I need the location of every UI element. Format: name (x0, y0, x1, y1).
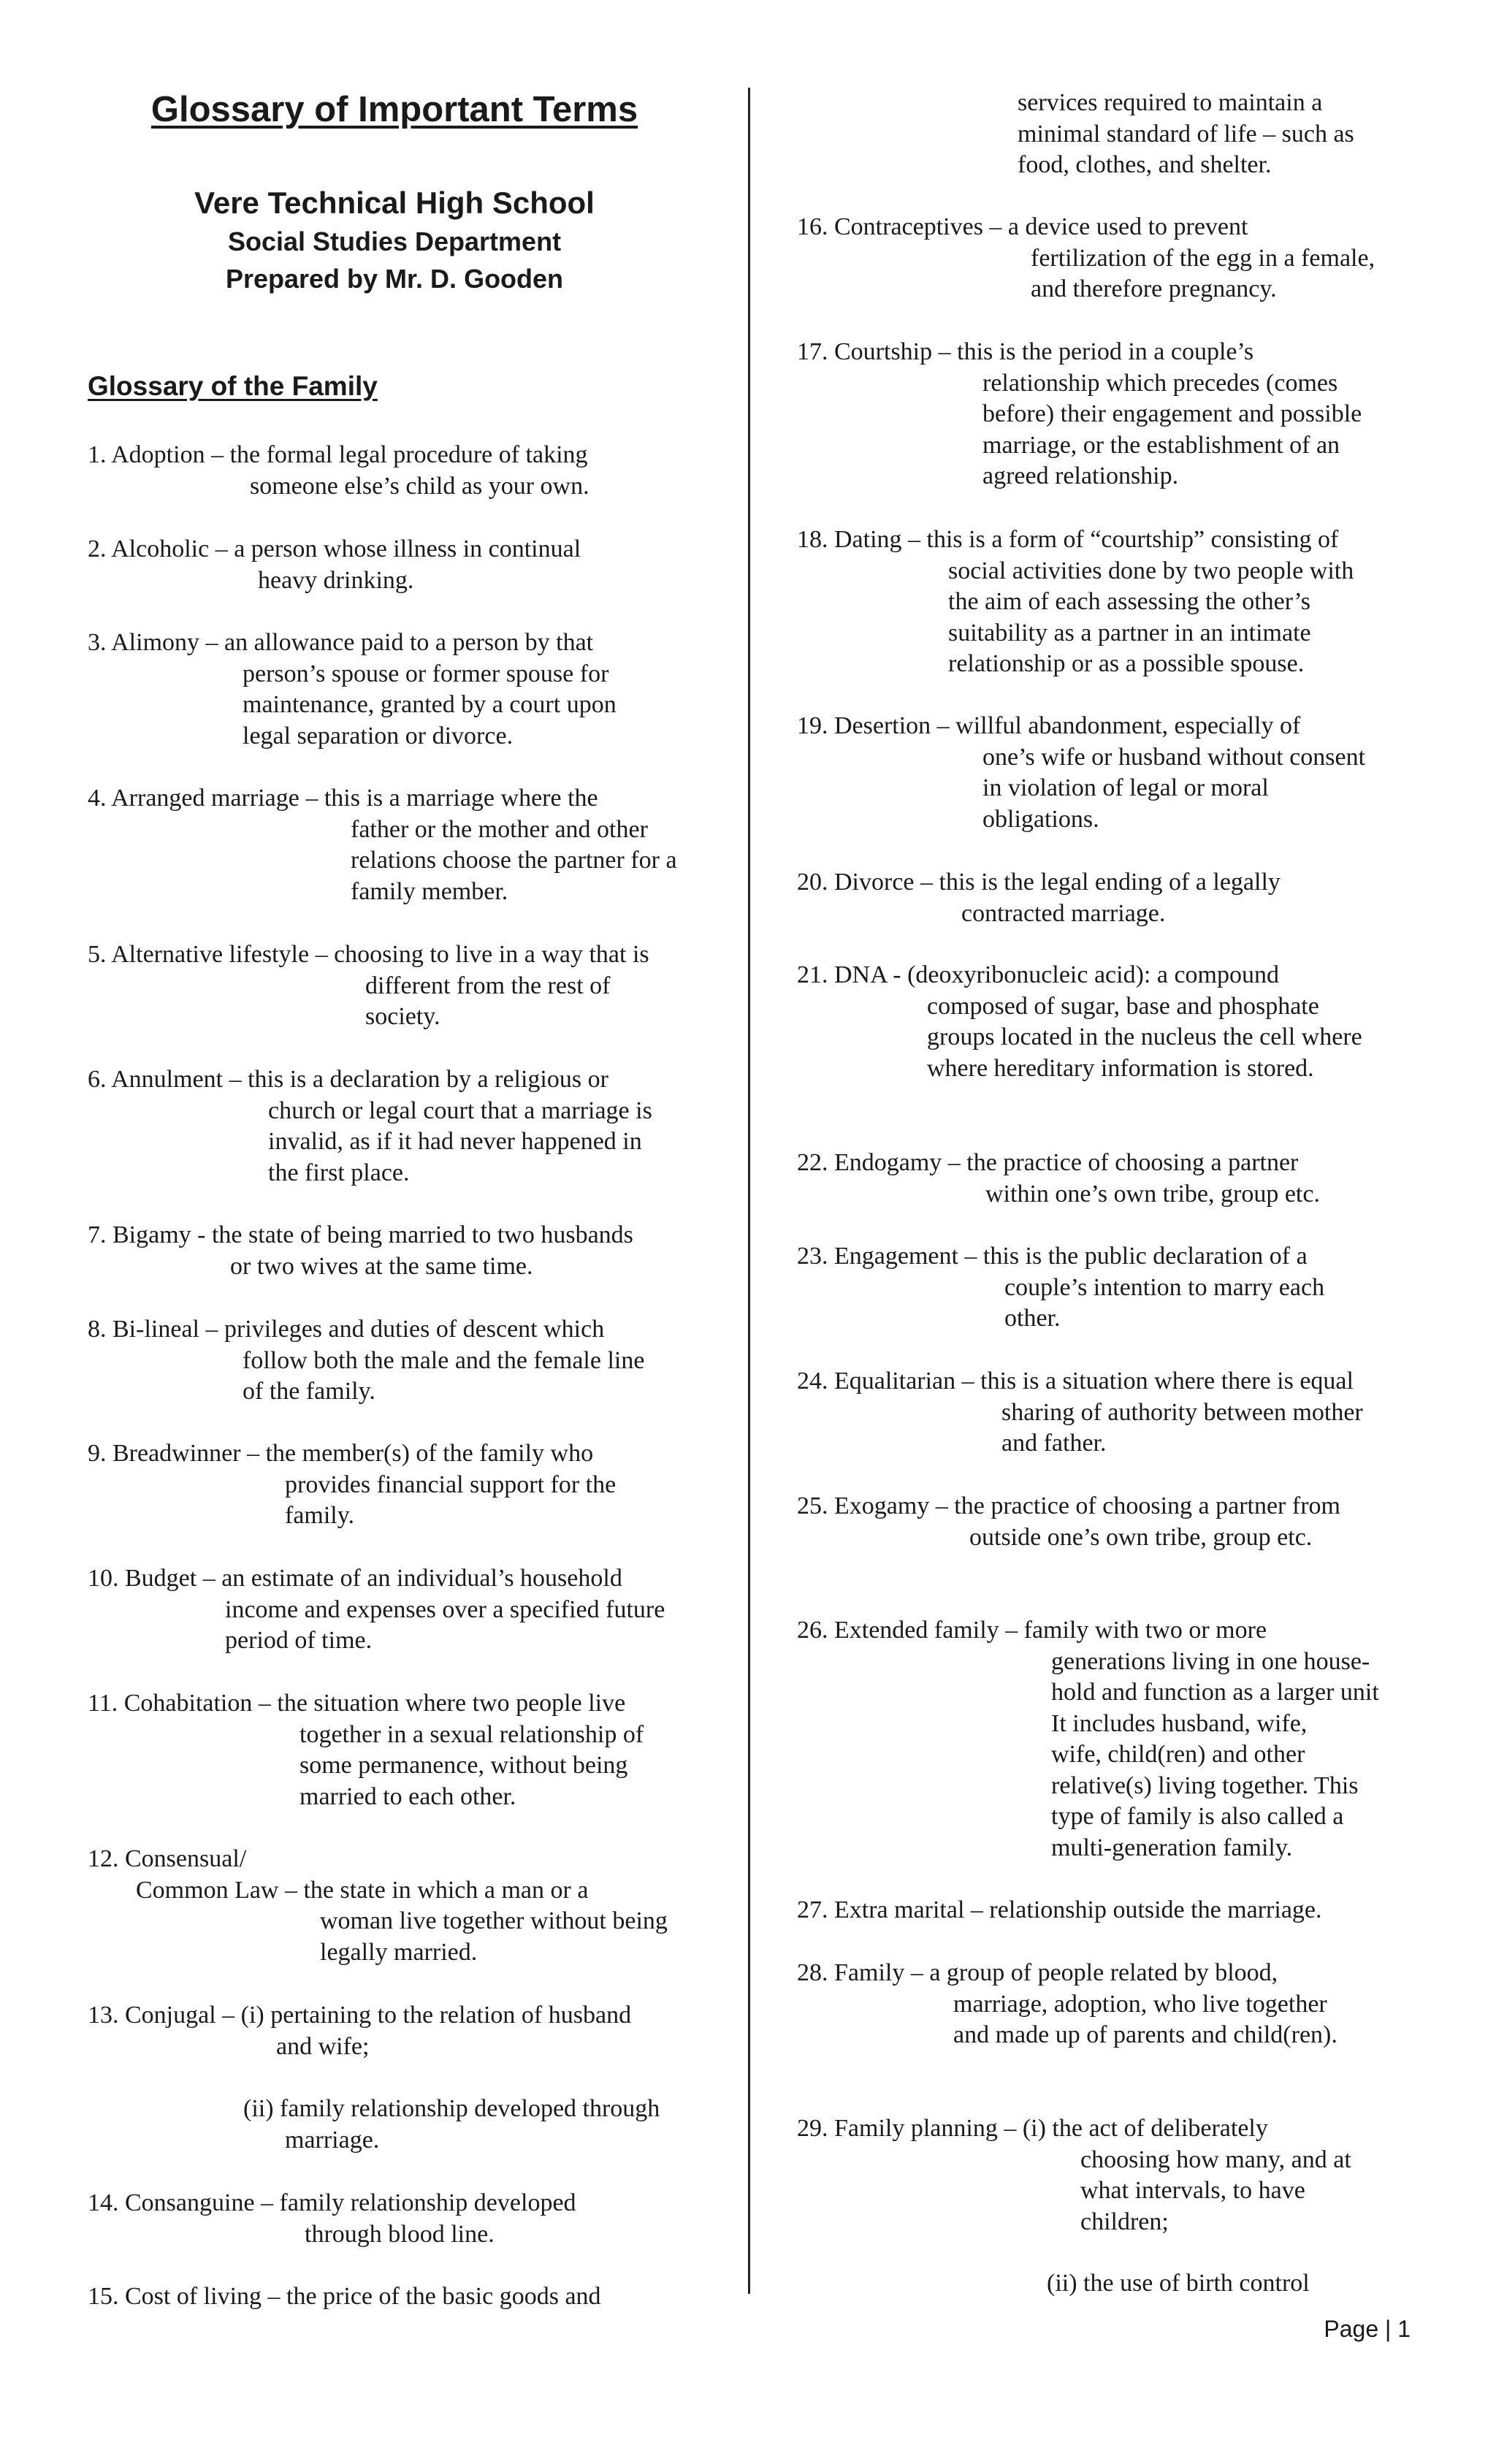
entry-line: 9. Breadwinner – the member(s) of the family who (88, 1440, 594, 1467)
entry-line: in violation of legal or moral (982, 774, 1269, 801)
entry-line: 28. Family – a group of people related by blood, (797, 1959, 1278, 1986)
entry-line: of the family. (243, 1378, 375, 1405)
entry-line: agreed relationship. (982, 462, 1179, 489)
entry-line: 3. Alimony – an allowance paid to a person by that (88, 629, 594, 656)
glossary-entry (88, 534, 581, 596)
entry-line: the aim of each assessing the other’s (948, 588, 1311, 615)
entry-line: heavy drinking. (258, 566, 414, 594)
glossary-entry (88, 783, 677, 907)
entry-line: sharing of authority between mother (1001, 1398, 1363, 1426)
entry-line: and father. (1001, 1430, 1107, 1457)
glossary-entry (88, 1064, 652, 1189)
entry-line: groups located in the nucleus the cell where (927, 1023, 1362, 1050)
glossary-entry (797, 1958, 1337, 2051)
entry-line: 22. Endogamy – the practice of choosing a partner (797, 1149, 1299, 1176)
entry-line: 7. Bigamy - the state of being married to two husbands (88, 1221, 633, 1248)
entry-line: other. (1004, 1305, 1061, 1332)
entry-line: relationship or as a possible spouse. (948, 650, 1305, 677)
entry-line: marriage. (285, 2126, 380, 2154)
entry-line: 26. Extended family – family with two or more (797, 1617, 1267, 1644)
glossary-entry (88, 1438, 616, 1532)
glossary-entry (797, 711, 1365, 835)
entry-line: 13. Conjugal – (i) pertaining to the relation of husband (88, 2002, 632, 2029)
glossary-entry (88, 1563, 665, 1657)
entry-line: (ii) the use of birth control (1047, 2270, 1310, 2297)
entry-line: some permanence, without being (299, 1752, 628, 1779)
glossary-entry (88, 2000, 631, 2062)
glossary-entry (88, 1220, 633, 1282)
entry-line: 14. Consanguine – family relationship developed (88, 2189, 576, 2216)
entry-line: 27. Extra marital – relationship outside the marriage. (797, 1896, 1322, 1923)
entry-line: choosing how many, and at (1080, 2145, 1351, 2173)
entry-line: one’s wife or husband without consent (982, 743, 1366, 771)
department-name: Social Studies Department (227, 226, 562, 256)
entry-line: income and expenses over a specified future (225, 1595, 665, 1623)
school-name: Vere Technical High School (194, 186, 595, 220)
entry-line: family member. (351, 877, 508, 905)
entry-line: relations choose the partner for a (351, 847, 677, 874)
entry-line: 25. Exogamy – the practice of choosing a partner from (797, 1492, 1340, 1519)
entry-line: 21. DNA - (deoxyribonucleic acid): a compound (797, 961, 1279, 988)
entry-line: It includes husband, wife, (1051, 1709, 1308, 1737)
entry-line: obligations. (982, 805, 1099, 833)
entry-line: or two wives at the same time. (230, 1252, 533, 1280)
entry-line: minimal standard of life – such as (1018, 120, 1354, 148)
glossary-entry (797, 525, 1354, 680)
glossary-entry (797, 960, 1362, 1084)
entry-line: outside one’s own tribe, group etc. (969, 1523, 1313, 1551)
entry-line: legally married. (320, 1938, 478, 1966)
entry-line: through blood line. (305, 2220, 495, 2248)
entry-line: follow both the male and the female line (243, 1346, 645, 1374)
entry-line: type of family is also called a (1051, 1803, 1344, 1830)
entry-line: and therefore pregnancy. (1031, 275, 1277, 302)
entry-line: before) their engagement and possible (982, 400, 1362, 427)
entry-line: woman live together without being (320, 1907, 668, 1934)
entry-line: marriage, adoption, who live together (953, 1990, 1327, 2018)
glossary-entry (797, 1366, 1363, 1460)
entry-line: 20. Divorce – this is the legal ending of a legally (797, 869, 1281, 896)
column-divider (748, 88, 750, 2294)
glossary-entry (88, 1688, 644, 1812)
glossary-entry (88, 939, 649, 1033)
page-number: Page | 1 (1324, 2316, 1411, 2342)
entry-line: 17. Courtship – this is the period in a couple’s (797, 338, 1254, 365)
glossary-entry (797, 337, 1362, 492)
glossary-entry (88, 2188, 576, 2250)
entry-line: relationship which precedes (comes (982, 369, 1338, 397)
entry-line: church or legal court that a marriage is (268, 1096, 652, 1124)
entry-line: legal separation or divorce. (243, 722, 514, 750)
glossary-entry (88, 2094, 660, 2156)
entry-line: 4. Arranged marriage – this is a marriage where the (88, 785, 598, 812)
entry-line: where hereditary information is stored. (927, 1054, 1314, 1082)
glossary-entry (88, 628, 617, 752)
section-heading: Glossary of the Family (88, 371, 378, 401)
glossary-entry (797, 2268, 1310, 2300)
glossary-entry (1018, 88, 1354, 181)
entry-line: and wife; (276, 2032, 370, 2060)
entry-line: within one’s own tribe, group etc. (985, 1180, 1320, 1208)
entry-line: fertilization of the egg in a female, (1031, 244, 1375, 272)
entry-line: 23. Engagement – this is the public declaration of a (797, 1243, 1308, 1270)
entry-line: maintenance, granted by a court upon (243, 691, 617, 718)
entry-line: period of time. (225, 1627, 373, 1654)
entry-line: society. (365, 1003, 440, 1030)
entry-line: relative(s) living together. This (1051, 1771, 1359, 1799)
glossary-entry (88, 1314, 644, 1408)
entry-line: what intervals, to have (1080, 2177, 1305, 2204)
entry-line: 19. Desertion – willful abandonment, especially of (797, 712, 1301, 739)
entry-line: 1. Adoption – the formal legal procedure of taking (88, 441, 588, 468)
entry-line: 5. Alternative lifestyle – choosing to live in a way that is (88, 941, 649, 968)
entry-line: the first place. (268, 1159, 410, 1186)
glossary-entry (797, 1895, 1322, 1926)
entry-line: 11. Cohabitation – the situation where two people live (88, 1690, 626, 1717)
entry-line: 2. Alcoholic – a person whose illness in continual (88, 535, 581, 562)
glossary-entry (88, 2281, 601, 2313)
glossary-entry (797, 1615, 1379, 1864)
entry-line: 15. Cost of living – the price of the basic goods and (88, 2283, 601, 2310)
entry-line: together in a sexual relationship of (299, 1720, 644, 1748)
entry-line: different from the rest of (365, 972, 611, 999)
entry-line: provides financial support for the (285, 1471, 617, 1498)
glossary-entry (797, 1148, 1320, 1210)
entry-line: marriage, or the establishment of an (982, 431, 1340, 459)
entry-line: 16. Contraceptives – a device used to prevent (797, 213, 1248, 240)
entry-line: family. (285, 1502, 355, 1529)
entry-line: couple’s intention to marry each (1004, 1273, 1325, 1301)
document-title: Glossary of Important Terms (150, 90, 638, 129)
entry-line: hold and function as a larger unit (1051, 1679, 1379, 1706)
glossary-entry (797, 212, 1375, 305)
entry-line: 29. Family planning – (i) the act of deliberately (797, 2115, 1268, 2142)
entry-line: 8. Bi-lineal – privileges and duties of descent which (88, 1316, 605, 1343)
glossary-entry (797, 1241, 1324, 1335)
prepared-by: Prepared by Mr. D. Gooden (225, 264, 564, 294)
entry-line: Common Law – the state in which a man or a (136, 1876, 589, 1904)
entry-line: children; (1080, 2208, 1169, 2235)
entry-line: contracted marriage. (961, 899, 1166, 927)
glossary-entry (797, 2113, 1351, 2238)
entry-line: generations living in one house- (1051, 1647, 1370, 1675)
glossary-entry (88, 1844, 668, 1968)
entry-line: father or the mother and other (351, 815, 648, 843)
entry-line: married to each other. (299, 1782, 516, 1810)
entry-line: suitability as a partner in an intimate (948, 619, 1311, 646)
entry-line: services required to maintain a (1018, 89, 1323, 116)
entry-line: 24. Equalitarian – this is a situation where there is equal (797, 1368, 1354, 1395)
entry-line: wife, child(ren) and other (1051, 1741, 1305, 1768)
entry-line: 12. Consensual/ (88, 1845, 247, 1872)
entry-line: multi-generation family. (1051, 1834, 1293, 1861)
entry-line: 6. Annulment – this is a declaration by a religious or (88, 1066, 608, 1093)
glossary-entry (797, 1491, 1340, 1553)
entry-line: (ii) family relationship developed through (243, 2095, 660, 2122)
entry-line: 18. Dating – this is a form of “courtship” consisting of (797, 526, 1339, 553)
entry-line: composed of sugar, base and phosphate (927, 992, 1319, 1020)
entry-line: 10. Budget – an estimate of an individual’s household (88, 1565, 622, 1592)
glossary-entry (88, 440, 589, 502)
glossary-entry (797, 867, 1281, 929)
entry-line: someone else’s child as your own. (250, 472, 589, 500)
entry-line: social activities done by two people with (948, 557, 1354, 584)
entry-line: invalid, as if it had never happened in (268, 1128, 642, 1155)
entry-line: person’s spouse or former spouse for (243, 660, 609, 687)
entry-line: food, clothes, and shelter. (1018, 151, 1272, 178)
entry-line: and made up of parents and child(ren). (953, 2021, 1337, 2048)
